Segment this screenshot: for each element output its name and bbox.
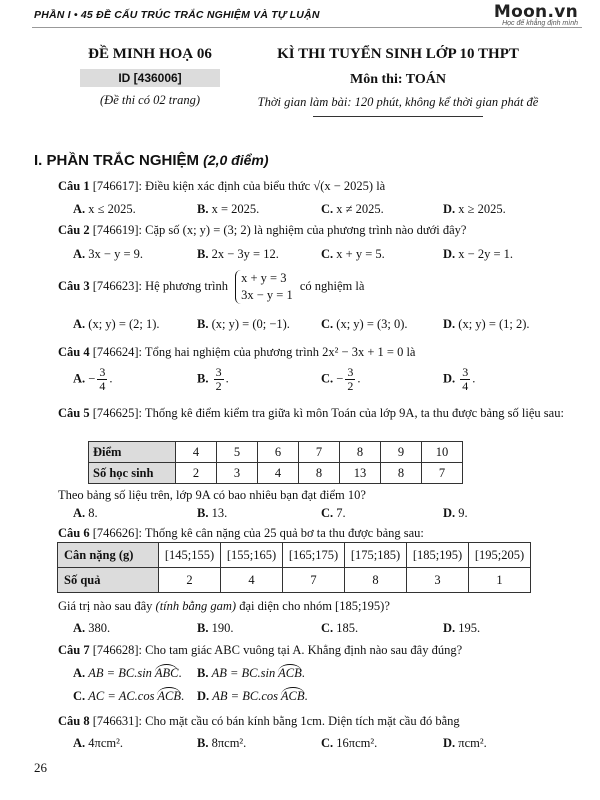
table-cell: 8 xyxy=(299,463,340,484)
score-table xyxy=(88,441,463,484)
question-1 xyxy=(58,178,578,194)
option-b[interactable]: B. 2x − 3y = 12. xyxy=(197,247,279,261)
angle-arc: ACB xyxy=(278,666,302,680)
table-cell: 13 xyxy=(340,463,381,484)
option-b[interactable]: B. 190. xyxy=(197,621,234,635)
exam-name: KÌ THI TUYỂN SINH LỚP 10 THPT xyxy=(277,46,519,62)
exam-pages: (Đề thi có 02 trang) xyxy=(100,93,200,107)
question-6 xyxy=(58,525,578,541)
table-row xyxy=(58,568,531,593)
table-cell: [175;185) xyxy=(345,543,407,568)
table-cell: 9 xyxy=(381,442,422,463)
fraction xyxy=(460,366,470,393)
system-eq-1: x + y = 3 xyxy=(241,271,287,285)
question-1-options xyxy=(73,202,573,220)
question-5-options xyxy=(73,506,573,524)
table-cell: 4 xyxy=(221,568,283,593)
option-c[interactable]: C. (x; y) = (3; 0). xyxy=(321,317,408,331)
question-text: [746628]: Cho tam giác ABC vuông tại A. Khẳng định nào sau đây đúng? xyxy=(92,643,463,657)
page-number: 26 xyxy=(34,760,47,775)
option-letter: A. xyxy=(73,666,86,680)
option-sign: − xyxy=(336,371,344,386)
option-letter: D. xyxy=(443,371,456,386)
option-letter: C. xyxy=(321,371,334,386)
question-8-options xyxy=(73,736,573,754)
table-cell: [185;195) xyxy=(407,543,469,568)
option-c[interactable]: C. x ≠ 2025. xyxy=(321,202,384,216)
question-3-options xyxy=(73,317,573,335)
followup-text-end: đại diện cho nhóm [185;195)? xyxy=(239,599,390,613)
denominator: 2 xyxy=(215,379,222,393)
header-section-title: PHẦN I • 45 ĐỀ CẤU TRÚC TRẮC NGHIỆM VÀ TỰ LUẬN xyxy=(34,9,320,21)
weight-table xyxy=(57,542,531,593)
question-7-options-row1 xyxy=(73,666,573,684)
question-label: Câu 3 xyxy=(58,278,90,293)
question-label: Câu 7 xyxy=(58,643,90,657)
table-cell: 2 xyxy=(176,463,217,484)
question-text: [746625]: Thống kê điểm kiểm tra giữa kì môn Toán của lớp 9A, ta thu được bảng số liệu sau: xyxy=(92,406,564,420)
question-text: [746624]: Tổng hai nghiệm của phương trình 2x² − 3x + 1 = 0 là xyxy=(92,345,416,359)
option-text: AC = AC.cos xyxy=(88,689,158,703)
logo-tagline: Học để khẳng định mình xyxy=(502,20,578,27)
table-cell: [155;165) xyxy=(221,543,283,568)
angle-arc: ABC xyxy=(154,666,179,680)
exam-title: ĐỀ MINH HOẠ 06 xyxy=(88,46,212,62)
option-b[interactable] xyxy=(197,666,305,681)
logo-text: Moon.vn xyxy=(493,2,578,22)
option-d[interactable] xyxy=(197,689,308,704)
table-header-cell: Điểm xyxy=(89,442,176,463)
denominator: 4 xyxy=(99,379,106,393)
denominator: 2 xyxy=(347,379,354,393)
option-a[interactable]: A. (x; y) = (2; 1). xyxy=(73,317,160,331)
table-cell: 10 xyxy=(422,442,463,463)
option-d[interactable]: D. x ≥ 2025. xyxy=(443,202,506,216)
numerator: 3 xyxy=(462,365,469,379)
question-label: Câu 8 xyxy=(58,714,90,728)
option-end: . xyxy=(178,666,182,680)
option-sign: − xyxy=(88,371,96,386)
numerator: 3 xyxy=(347,365,354,379)
question-label: Câu 5 xyxy=(58,406,90,420)
question-2-options xyxy=(73,247,573,265)
angle-arc: ACB xyxy=(280,689,305,703)
question-4 xyxy=(58,344,578,360)
option-b[interactable]: B. $\frac{3}{2}$ . xyxy=(197,365,229,393)
denominator: 4 xyxy=(462,379,469,393)
option-end: . xyxy=(180,689,185,703)
option-text: AB = BC.sin xyxy=(88,666,155,680)
question-text: [746626]: Thống kê cân nặng của 25 quả bơ ta thu được bảng sau: xyxy=(92,526,424,540)
table-cell: 5 xyxy=(217,442,258,463)
exam-info-right xyxy=(218,46,578,117)
table-cell: 7 xyxy=(299,442,340,463)
table-cell: 3 xyxy=(217,463,258,484)
table-cell: 6 xyxy=(258,442,299,463)
system-eq-2: 3x − y = 1 xyxy=(241,288,293,302)
exam-time: Thời gian làm bài: 120 phút, không kể thời gian phát đề xyxy=(257,95,539,109)
question-4-options xyxy=(73,366,573,396)
option-letter: B. xyxy=(197,371,209,386)
table-cell: 7 xyxy=(422,463,463,484)
table-cell: 8 xyxy=(340,442,381,463)
table-cell: [145;155) xyxy=(159,543,221,568)
section-points: (2,0 điểm) xyxy=(203,152,269,168)
table-cell: 1 xyxy=(469,568,531,593)
moon-logo xyxy=(494,2,578,27)
option-d[interactable]: D. πcm². xyxy=(443,736,487,750)
question-7 xyxy=(58,642,578,658)
option-d[interactable]: D. (x; y) = (1; 2). xyxy=(443,317,530,331)
option-a[interactable] xyxy=(73,666,182,681)
question-8 xyxy=(58,713,578,729)
equation-system xyxy=(235,270,293,304)
question-2 xyxy=(58,222,578,238)
question-7-options-row2 xyxy=(73,689,573,707)
question-5-followup: Theo bảng số liệu trên, lớp 9A có bao nhiêu bạn đạt điểm 10? xyxy=(58,488,366,502)
table-header-cell: Số học sinh xyxy=(89,463,176,484)
fraction xyxy=(345,366,355,393)
question-text: [746619]: Cặp số (x; y) = (3; 2) là nghiệm của phương trình nào dưới đây? xyxy=(92,223,467,237)
table-cell: 8 xyxy=(381,463,422,484)
table-row xyxy=(89,463,463,484)
angle-arc: ACB xyxy=(157,689,181,703)
option-text: AB = BC.sin xyxy=(211,666,279,680)
exam-info-left xyxy=(60,46,240,108)
question-3 xyxy=(58,270,578,304)
exam-subject: Môn thi: TOÁN xyxy=(350,72,446,87)
option-text: AB = BC.cos xyxy=(212,689,281,703)
fraction xyxy=(214,366,224,393)
question-label: Câu 6 xyxy=(58,526,90,540)
option-a[interactable]: A. 4πcm². xyxy=(73,736,123,750)
numerator: 3 xyxy=(215,365,222,379)
option-d[interactable]: D. $\frac{3}{4}$ . xyxy=(443,365,476,393)
question-label: Câu 4 xyxy=(58,345,90,359)
table-cell: 4 xyxy=(258,463,299,484)
option-letter: B. xyxy=(197,666,209,680)
option-d[interactable]: D. 195. xyxy=(443,621,481,635)
option-a[interactable]: A. 8. xyxy=(73,506,98,520)
option-d[interactable]: D. x − 2y = 1. xyxy=(443,247,514,261)
question-6-followup xyxy=(58,598,578,614)
question-6-options xyxy=(73,621,573,639)
option-a[interactable]: A. x ≤ 2025. xyxy=(73,202,136,216)
option-a[interactable]: A. 380. xyxy=(73,621,111,635)
table-cell: 8 xyxy=(345,568,407,593)
option-a[interactable]: A. 3x − y = 9. xyxy=(73,247,144,261)
exam-id: ID [436006] xyxy=(80,69,220,87)
table-cell: [165;175) xyxy=(283,543,345,568)
option-b[interactable]: B. 8πcm². xyxy=(197,736,247,750)
option-b[interactable]: B. 13. xyxy=(197,506,228,520)
numerator: 3 xyxy=(99,365,106,379)
table-header-cell: Cân nặng (g) xyxy=(58,543,159,568)
followup-italic: (tính bằng gam) xyxy=(155,599,237,613)
option-letter: C. xyxy=(73,689,86,703)
question-text-after: có nghiệm là xyxy=(299,278,365,293)
option-c[interactable]: C. 185. xyxy=(321,621,359,635)
question-text: [746623]: Hệ phương trình xyxy=(92,278,228,293)
option-c[interactable]: C. x + y = 5. xyxy=(321,247,385,261)
question-text: [746631]: Cho mặt cầu có bán kính bằng 1cm. Diện tích mặt cầu đó bằng xyxy=(92,714,460,728)
table-cell: 4 xyxy=(176,442,217,463)
option-b[interactable]: B. x = 2025. xyxy=(197,202,260,216)
question-label: Câu 2 xyxy=(58,223,90,237)
table-cell: 3 xyxy=(407,568,469,593)
option-end: . xyxy=(304,689,308,703)
table-row xyxy=(58,543,531,568)
option-end: . xyxy=(301,666,305,680)
fraction xyxy=(97,366,107,393)
option-letter: D. xyxy=(197,689,210,703)
question-label: Câu 1 xyxy=(58,179,90,193)
option-c[interactable] xyxy=(73,689,184,704)
header-divider xyxy=(32,27,582,28)
option-c[interactable]: C. 7. xyxy=(321,506,346,520)
table-header-cell: Số quả xyxy=(58,568,159,593)
option-b[interactable]: B. (x; y) = (0; −1). xyxy=(197,317,290,331)
section-title: I. PHẦN TRẮC NGHIỆM xyxy=(34,152,199,169)
followup-text: Giá trị nào sau đây xyxy=(58,599,153,613)
question-text: [746617]: Điều kiện xác định của biểu thức √(x − 2025) là xyxy=(92,179,386,193)
page-header xyxy=(0,0,600,34)
option-a[interactable]: A. − $\frac{3}{4}$ . xyxy=(73,365,113,393)
option-d[interactable]: D. 9. xyxy=(443,506,468,520)
option-c[interactable]: C. − $\frac{3}{2}$ . xyxy=(321,365,361,393)
question-5 xyxy=(58,405,578,421)
section-heading xyxy=(34,152,269,169)
option-c[interactable]: C. 16πcm². xyxy=(321,736,378,750)
option-letter: A. xyxy=(73,371,86,386)
table-cell: 2 xyxy=(159,568,221,593)
table-row xyxy=(89,442,463,463)
table-cell: [195;205) xyxy=(469,543,531,568)
time-underline xyxy=(313,116,483,117)
table-cell: 7 xyxy=(283,568,345,593)
